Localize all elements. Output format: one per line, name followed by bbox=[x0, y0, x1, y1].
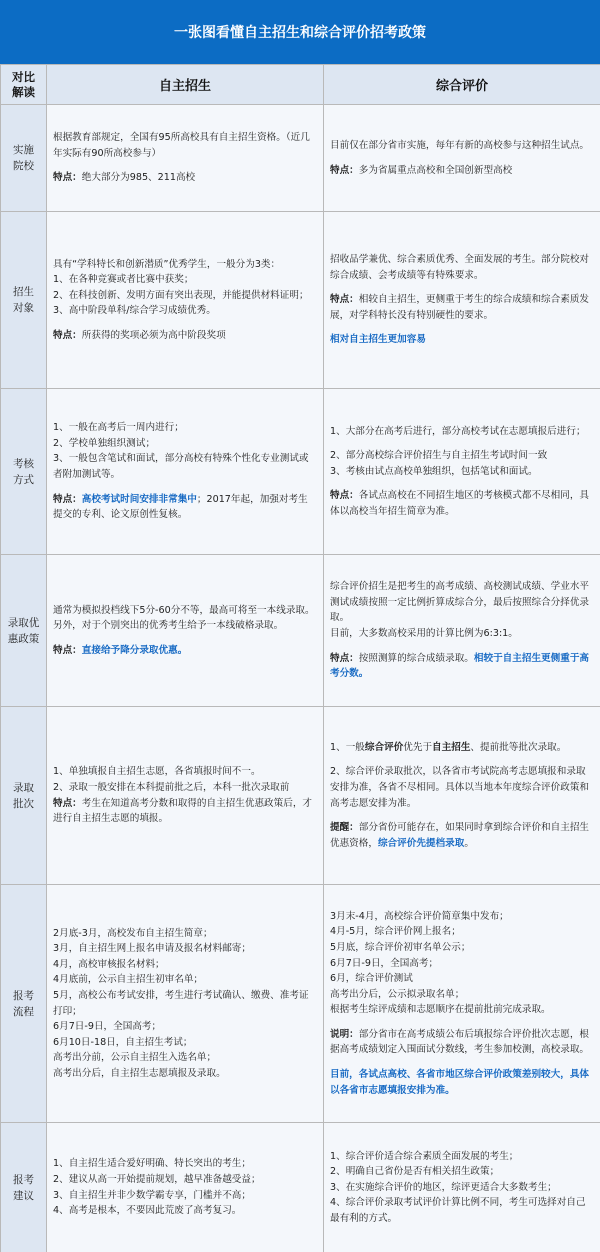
feature-line bbox=[330, 292, 594, 323]
feature-text: 考生在知道高考分数和取得的自主招生优惠政策后，才进行自主招生志愿的填报。 bbox=[53, 797, 313, 825]
text-emphasis: 综合评价 bbox=[364, 741, 404, 753]
text-fragment: 、提前批等批次录取。 bbox=[470, 741, 567, 753]
cell-text: 6月10日-18日，自主招生考试； bbox=[53, 1036, 193, 1048]
row-label-batch bbox=[1, 707, 47, 885]
cell-text: 高考出分后，公示拟录取名单； bbox=[330, 988, 465, 1000]
cell-text: 3、一般包含笔试和面试，部分高校有特殊个性化专业测试或者附加测试等。 bbox=[53, 453, 309, 480]
cell-text: 2、录取一般安排在本科提前批之后，本科一批次录取前 bbox=[53, 781, 290, 793]
cell-text: 通常为模拟投档线下5分-60分不等，最高可将至一本线录取。另外，对于个别突出的优秀考生给予一本线破格录取。 bbox=[53, 604, 315, 632]
cell-text: 2、建议从高一开始提前规划，越早准备越受益； bbox=[53, 1173, 261, 1185]
cell-text: 具有“学科特长和创新潜质”优秀学生，一般分为3类： bbox=[53, 258, 281, 270]
row-label-target-1: 招生 bbox=[13, 286, 34, 298]
row-label-advice-1: 报考 bbox=[13, 1173, 34, 1186]
feature-text: 所获得的奖项必须为高中阶段奖项 bbox=[81, 329, 226, 341]
header-row bbox=[1, 65, 600, 105]
feature-label: 特点： bbox=[53, 493, 82, 505]
note-label: 说明： bbox=[330, 1028, 359, 1040]
row-label-batch-2: 批次 bbox=[13, 797, 34, 810]
row-advice bbox=[1, 1123, 600, 1252]
cell-process-zonghe bbox=[324, 885, 600, 1123]
cell-text: 2、部分高校综合评价招生与自主招生考试时间一致 bbox=[330, 450, 548, 462]
comparison-table bbox=[0, 64, 600, 1252]
note-line bbox=[330, 820, 594, 851]
row-label-batch-1: 录取 bbox=[13, 781, 34, 794]
cell-text: 根据考生综评成绩和志愿顺序在提前批前完成录取。 bbox=[330, 1004, 551, 1016]
header-zonghe: 综合评价 bbox=[324, 65, 600, 105]
cell-text: 4月底前，公示自主招生初审名单； bbox=[53, 974, 204, 986]
cell-text: 3、考核由试点高校单独组织，包括笔试和面试。 bbox=[330, 465, 538, 477]
cell-advice-zonghe bbox=[324, 1123, 600, 1252]
row-label-target-2: 对象 bbox=[13, 302, 34, 314]
row-exam bbox=[1, 389, 600, 555]
highlight-text: 直接给予降分录取优惠。 bbox=[81, 644, 188, 656]
header-topic-line2: 解读 bbox=[12, 84, 35, 99]
cell-batch-zizhu bbox=[47, 707, 324, 885]
cell-text: 6月7日-9日，全国高考； bbox=[53, 1021, 162, 1033]
row-label-target bbox=[1, 212, 47, 389]
note-text: 部分省市在高考成绩公布后填报综合评价批次志愿，根据高考成绩划定入围面试分数线，考生参加校测，高校录取。 bbox=[330, 1028, 590, 1056]
row-label-advice bbox=[1, 1123, 47, 1252]
cell-policy-zizhu bbox=[47, 555, 324, 707]
feature-line bbox=[53, 796, 317, 827]
cell-exam-zizhu bbox=[47, 389, 324, 555]
cell-text: 2、综合评价录取批次，以各省市考试院高考志愿填报和录取安排为准，各省不尽相同。具体以当地本年度综合评价政策和高考志愿安排为准。 bbox=[330, 766, 590, 809]
feature-label: 特点： bbox=[53, 644, 82, 656]
cell-text: 1、大部分在高考后进行，部分高校考试在志愿填报后进行； bbox=[330, 425, 586, 437]
text-fragment: 。 bbox=[464, 837, 474, 849]
feature-label: 特点： bbox=[53, 329, 82, 341]
cell-text: 4、综合评价录取考试评价计算比例不同，考生可选择对自己最有利的方式。 bbox=[330, 1197, 586, 1224]
cell-school-zonghe bbox=[324, 105, 600, 212]
cell-text: 3月末-4月，高校综合评价简章集中发布； bbox=[330, 910, 509, 922]
cell-text: 2月底-3月，高校发布自主招生简章； bbox=[53, 927, 213, 939]
highlight-text: 相较于自主招生更侧重于高考分数。 bbox=[330, 652, 590, 680]
feature-line bbox=[53, 170, 317, 186]
feature-label: 特点： bbox=[330, 164, 359, 176]
feature-text: 按照测算的综合成绩录取。 bbox=[358, 652, 474, 664]
cell-policy-zonghe bbox=[324, 555, 600, 707]
header-topic-line1: 对比 bbox=[12, 69, 35, 84]
cell-text: 3、自主招生并非少数学霸专享，门槛并不高； bbox=[53, 1189, 251, 1201]
cell-text: 3、高中阶段单科/综合学习成绩优秀。 bbox=[53, 305, 216, 317]
cell-text: 根据教育部规定，全国有95所高校具有自主招生资格。（近几年实际有90所高校参与） bbox=[53, 132, 310, 159]
note-text: 部分省份可能存在，如果同时拿到综合评价和自主招生优惠资格， bbox=[330, 822, 590, 849]
cell-text: 4、高考是根本，不要因此荒废了高考复习。 bbox=[53, 1205, 242, 1217]
feature-label: 特点： bbox=[330, 490, 359, 502]
row-label-process-2: 流程 bbox=[13, 1005, 34, 1018]
cell-text: 2、明确自己省份是否有相关招生政策； bbox=[330, 1166, 500, 1178]
note-line bbox=[330, 1027, 594, 1058]
row-policy bbox=[1, 555, 600, 707]
row-label-policy-1: 录取优 bbox=[7, 616, 40, 629]
row-label-process bbox=[1, 885, 47, 1123]
row-label-advice-2: 建议 bbox=[13, 1189, 34, 1202]
feature-line bbox=[330, 163, 594, 179]
feature-label: 特点： bbox=[53, 797, 82, 809]
feature-line bbox=[53, 492, 317, 523]
note-label: 提醒： bbox=[330, 822, 359, 834]
cell-target-zonghe bbox=[324, 212, 600, 389]
feature-text: ；2017年起，加强对考生提交的专利、论文原创性复核。 bbox=[53, 493, 308, 521]
highlight-text: 高校考试时间安排非常集中 bbox=[81, 493, 197, 505]
feature-line bbox=[53, 328, 317, 344]
row-label-process-1: 报考 bbox=[13, 989, 34, 1002]
feature-text: 多为省属重点高校和全国创新型高校 bbox=[358, 164, 513, 176]
row-label-school bbox=[1, 105, 47, 212]
row-label-exam-1: 考核 bbox=[13, 457, 34, 470]
row-label-school-1: 实施 bbox=[13, 144, 34, 156]
row-label-policy bbox=[1, 555, 47, 707]
cell-text: 高考出分后，自主招生志愿填报及录取。 bbox=[53, 1067, 226, 1079]
cell-text: 5月，高校公布考试安排，考生进行考试确认、缴费、准考证打印； bbox=[53, 989, 309, 1017]
cell-text bbox=[330, 740, 594, 756]
row-label-exam bbox=[1, 389, 47, 555]
cell-text: 目前，大多数高校采用的计算比例为6:3:1。 bbox=[330, 628, 518, 639]
cell-text: 目前仅在部分省市实施，每年有新的高校参与这种招生试点。 bbox=[330, 139, 590, 151]
page-title: 一张图看懂自主招生和综合评价招考政策 bbox=[0, 0, 600, 64]
header-topic bbox=[1, 65, 47, 105]
cell-text: 1、一般在高考后一周内进行； bbox=[53, 422, 184, 434]
feature-text: 各试点高校在不同招生地区的考核模式都不尽相同，具体以高校当年招生简章为准。 bbox=[330, 490, 590, 517]
row-label-school-2: 院校 bbox=[13, 160, 34, 172]
cell-process-zizhu bbox=[47, 885, 324, 1123]
cell-exam-zonghe bbox=[324, 389, 600, 555]
cell-text: 3、在实施综合评价的地区，综评更适合大多数考生； bbox=[330, 1181, 557, 1193]
text-fragment: 1、一般 bbox=[330, 741, 365, 753]
cell-text: 6月7日-9日，全国高考； bbox=[330, 957, 439, 969]
feature-label: 特点： bbox=[330, 652, 359, 664]
cell-text: 招收品学兼优、综合素质优秀、全面发展的考生。部分院校对综合成绩、会考成绩等有特殊要求。 bbox=[330, 254, 590, 281]
row-label-policy-2: 惠政策 bbox=[7, 632, 40, 645]
cell-target-zizhu bbox=[47, 212, 324, 389]
feature-line bbox=[53, 643, 317, 659]
cell-advice-zizhu bbox=[47, 1123, 324, 1252]
cell-text: 5月底，综合评价初审名单公示； bbox=[330, 941, 471, 953]
cell-text: 1、综合评价适合综合素质全面发展的考生； bbox=[330, 1150, 519, 1162]
feature-label: 特点： bbox=[330, 294, 359, 306]
cell-text: 2、在科技创新、发明方面有突出表现，并能提供材料证明； bbox=[53, 289, 309, 301]
cell-batch-zonghe bbox=[324, 707, 600, 885]
cell-text: 6月，综合评价测试 bbox=[330, 973, 413, 985]
cell-text: 4月，高校审核报名材料； bbox=[53, 958, 165, 970]
cell-text: 综合评价招生是把考生的高考成绩、高校测试成绩、学业水平测试成绩按照一定比例折算成综合分，最后按照综合分择优录取。 bbox=[330, 581, 590, 624]
feature-text: 绝大部分为985、211高校 bbox=[81, 172, 196, 184]
row-target bbox=[1, 212, 600, 389]
cell-text: 1、单独填报自主招生志愿，各省填报时间不一。 bbox=[53, 766, 261, 778]
cell-text: 2、学校单独组织测试； bbox=[53, 437, 156, 449]
row-process bbox=[1, 885, 600, 1123]
row-school bbox=[1, 105, 600, 212]
row-batch bbox=[1, 707, 600, 885]
feature-label: 特点： bbox=[53, 172, 82, 184]
cell-text: 1、在各种竞赛或者比赛中获奖； bbox=[53, 274, 194, 286]
feature-text: 相较自主招生，更侧重于考生的综合成绩和综合素质发展，对学科特长没有特别硬性的要求。 bbox=[330, 294, 590, 321]
cell-text: 4月-5月，综合评价网上报名； bbox=[330, 926, 461, 938]
highlight-text: 综合评价先提档录取 bbox=[377, 837, 465, 849]
cell-school-zizhu bbox=[47, 105, 324, 212]
cell-text: 高考出分前，公示自主招生入选名单； bbox=[53, 1052, 217, 1064]
row-label-exam-2: 方式 bbox=[13, 473, 34, 486]
cell-text: 3月，自主招生网上报名申请及报名材料邮寄； bbox=[53, 943, 251, 955]
cell-text: 1、自主招生适合爱好明确、特长突出的考生； bbox=[53, 1158, 251, 1170]
text-fragment: 优先于 bbox=[403, 741, 433, 753]
feature-line bbox=[330, 488, 594, 519]
highlight-text: 相对自主招生更加容易 bbox=[330, 334, 426, 346]
highlight-text: 目前，各试点高校、各省市地区综合评价政策差别较大，具体以各省市志愿填报安排为准。 bbox=[330, 1069, 590, 1096]
feature-line bbox=[330, 651, 594, 682]
text-emphasis: 自主招生 bbox=[432, 741, 471, 753]
header-zizhu: 自主招生 bbox=[47, 65, 324, 105]
